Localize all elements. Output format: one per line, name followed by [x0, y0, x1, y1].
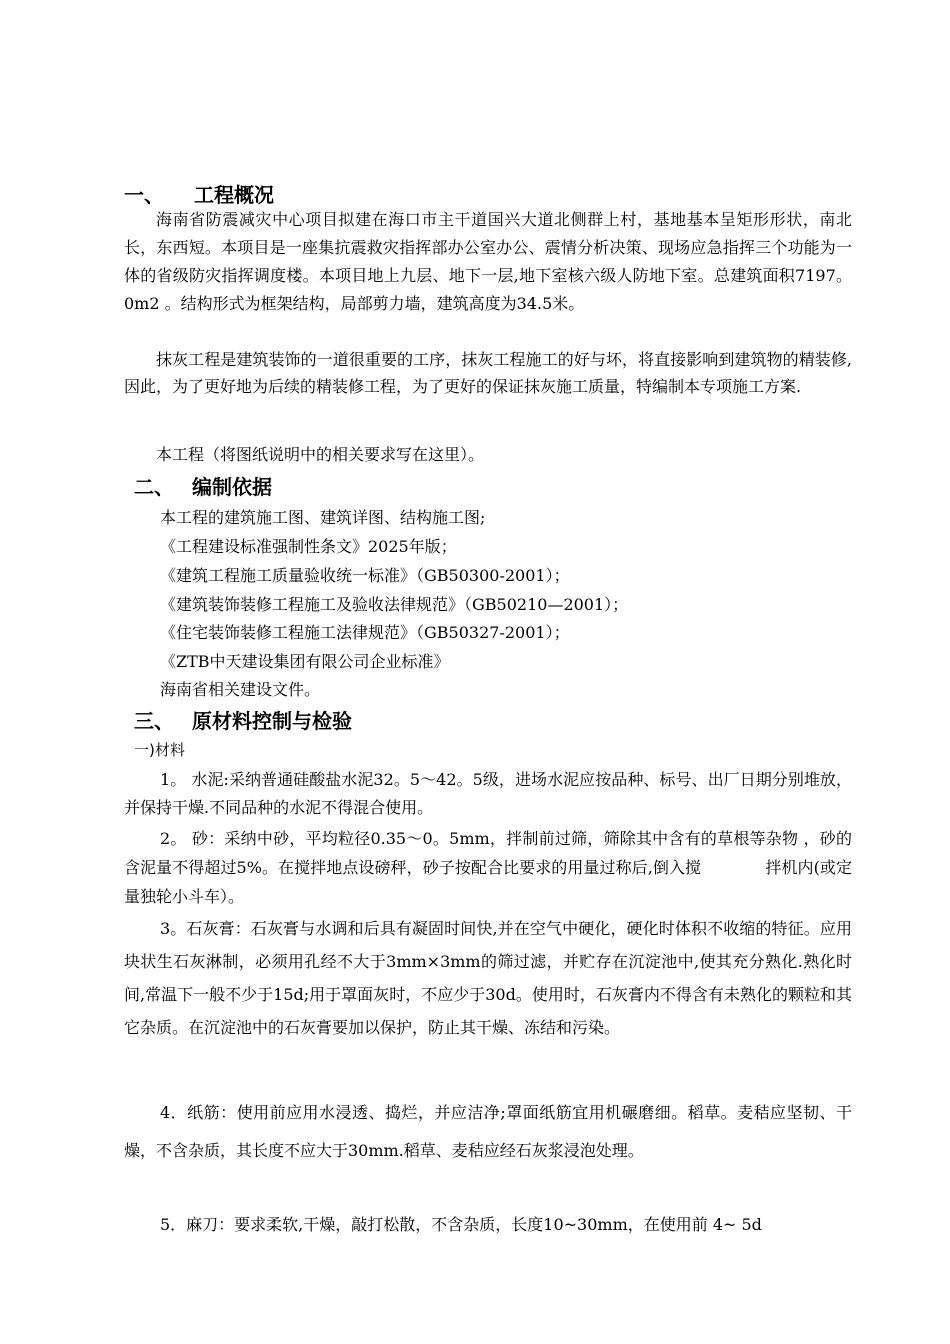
- basis-item: 《工程建设标准强制性条文》2025年版；: [160, 537, 457, 556]
- section-title: 编制依据: [192, 475, 272, 499]
- material-paper-fiber: 4．纸筋：使用前应用水浸透、捣烂，并应洁净;罩面纸筋宜用机碾磨细。稻草。麦秸应坚韧、干燥，不含杂质，其长度不应大于30mm.稻草、麦秸应经石灰浆浸泡处理。: [124, 1103, 852, 1160]
- section-title: 工程概况: [194, 183, 274, 207]
- section-number: 一、: [124, 183, 164, 207]
- section-heading-1: [124, 182, 274, 208]
- overview-paragraph-2: 抹灰工程是建筑装饰的一道很重要的工序，抹灰工程施工的好与坏，将直接影响到建筑物的精装修,因此，为了更好地为后续的精装修工程，为了更好的保证抹灰施工质量，特编制本专项施工方案.: [124, 350, 852, 396]
- overview-paragraph-1: 海南省防震减灾中心项目拟建在海口市主干道国兴大道北侧群上村，基地基本呈矩形形状，南北长，东西短。本项目是一座集抗震救灾指挥部办公室办公、震情分析决策、现场应急指挥三个功能为一体的省级防灾指挥调度楼。本项目地上九层、地下一层,地下室核六级人防地下室。总建筑面积7197。0m2 。结构形式为框架结构，局部剪力墙，建筑高度为34.5米。: [124, 210, 852, 313]
- section-heading-3: [134, 708, 352, 734]
- subsection-label: 一)材料: [134, 741, 185, 759]
- material-sand: 2。 砂：采纳中砂，平均粒径0.35～0。5mm，拌制前过筛，筛除其中含有的草根等杂物 ，砂的含泥量不得超过5%。在搅拌地点设磅秤，砂子按配合比要求的用量过称后,倒入搅 拌机内(或定量独轮小斗车）。: [124, 829, 852, 906]
- overview-paragraph-3: 本工程（将图纸说明中的相关要求写在这里）。: [156, 445, 485, 464]
- material-hemp: 5．麻刀：要求柔软,干燥，敲打松散，不含杂质，长度10~30mm，在使用前 4~ 5d: [160, 1215, 762, 1234]
- section-number: 三、: [134, 709, 174, 733]
- material-cement: 1。 水泥:采纳普通硅酸盐水泥32。5～42。5级，进场水泥应按品种、标号、出厂日期分别堆放，并保持干燥.不同品种的水泥不得混合使用。: [124, 770, 852, 817]
- section-heading-2: [134, 474, 272, 500]
- basis-item: 本工程的建筑施工图、建筑详图、结构施工图;: [160, 508, 486, 527]
- section-number: 二、: [134, 475, 174, 499]
- basis-item: 《建筑装饰装修工程施工及验收法律规范》（GB50210—2001）；: [160, 595, 629, 614]
- basis-item: 《建筑工程施工质量验收统一标准》（GB50300-2001）；: [160, 566, 570, 585]
- basis-item: 《ZTB中天建设集团有限公司企业标准》: [160, 652, 450, 671]
- section-title: 原材料控制与检验: [192, 709, 352, 733]
- basis-item: 《住宅装饰装修工程施工法律规范》（GB50327-2001）；: [160, 623, 570, 642]
- material-lime-paste: 3。石灰膏：石灰膏与水调和后具有凝固时间快,并在空气中硬化，硬化时体积不收缩的特征。应用块状生石灰淋制，必须用孔经不大于3mm×3mm的筛过滤，并贮存在沉淀池中,使其充分熟化.熟化时间,常温下一般不少于15d;用于罩面灰时，不应少于30d。使用时，石灰膏内不得含有未熟化的颗粒和其它杂质。在沉淀池中的石灰膏要加以保护，防止其干燥、冻结和污染。: [124, 919, 852, 1037]
- basis-item: 海南省相关建设文件。: [160, 680, 321, 699]
